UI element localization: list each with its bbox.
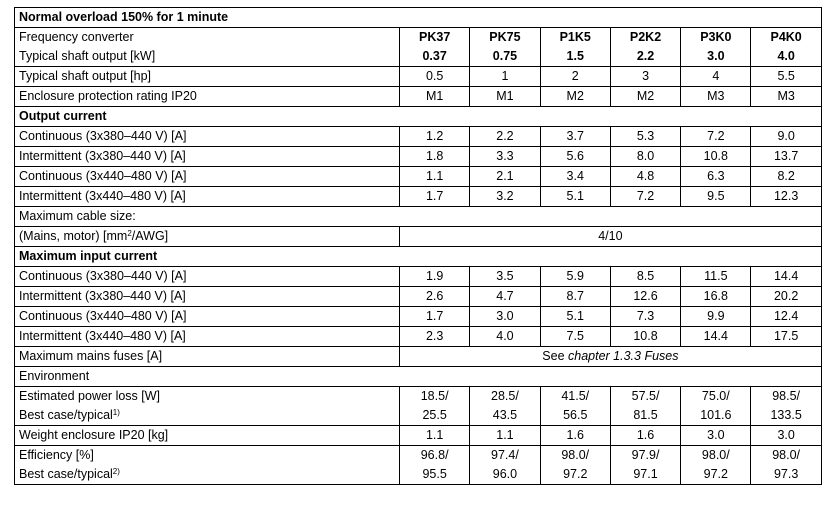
header-row-kw [15, 47, 822, 67]
table-cell: 97.3 [751, 465, 821, 485]
table-row [15, 406, 822, 426]
table-cell: 4 [681, 67, 751, 87]
table-cell: 10.8 [610, 327, 680, 347]
table-cell: 12.3 [751, 187, 821, 207]
table-cell: 5.3 [610, 127, 680, 147]
table-cell: 3.5 [470, 267, 540, 287]
model-cell: P4K0 [751, 28, 821, 48]
kw-cell: 2.2 [610, 47, 680, 67]
row-label: Intermittent (3x380–440 V) [A] [15, 147, 400, 167]
row-label: Continuous (3x440–480 V) [A] [15, 307, 400, 327]
table-row [15, 227, 822, 247]
table-cell: 56.5 [540, 406, 610, 426]
table-row [15, 67, 822, 87]
table-cell: 1.7 [400, 307, 470, 327]
table-cell: 96.8/ [400, 446, 470, 466]
table-row [15, 127, 822, 147]
table-cell: 14.4 [681, 327, 751, 347]
frequency-converter-label: Frequency converter [15, 28, 400, 48]
table-cell: 98.0/ [681, 446, 751, 466]
model-cell: P1K5 [540, 28, 610, 48]
kw-cell: 1.5 [540, 47, 610, 67]
table-cell: 12.4 [751, 307, 821, 327]
section-header-row [15, 247, 822, 267]
table-row [15, 426, 822, 446]
table-cell: 1.1 [470, 426, 540, 446]
table-cell: 3.0 [470, 307, 540, 327]
shaft-output-hp-label: Typical shaft output [hp] [15, 67, 400, 87]
weight-label: Weight enclosure IP20 [kg] [15, 426, 400, 446]
table-cell: 3.7 [540, 127, 610, 147]
table-cell: 43.5 [470, 406, 540, 426]
table-cell: 8.2 [751, 167, 821, 187]
table-cell: 98.5/ [751, 387, 821, 407]
table-row [15, 167, 822, 187]
fuses-chapter-reference: chapter 1.3.3 Fuses [568, 349, 679, 363]
table-cell: 4.7 [470, 287, 540, 307]
table-row [15, 327, 822, 347]
table-cell: M1 [400, 87, 470, 107]
table-cell: 97.2 [681, 465, 751, 485]
table-cell: 96.0 [470, 465, 540, 485]
table-cell: 2 [540, 67, 610, 87]
table-row [15, 307, 822, 327]
row-label: Intermittent (3x380–440 V) [A] [15, 287, 400, 307]
table-cell: 7.3 [610, 307, 680, 327]
table-cell: 75.0/ [681, 387, 751, 407]
table-cell: 1.7 [400, 187, 470, 207]
table-cell: 2.1 [470, 167, 540, 187]
table-cell: 8.0 [610, 147, 680, 167]
table-cell: 8.7 [540, 287, 610, 307]
shaft-output-kw-label: Typical shaft output [kW] [15, 47, 400, 67]
table-cell: 11.5 [681, 267, 751, 287]
table-cell: 3.2 [470, 187, 540, 207]
table-cell: 1.1 [400, 426, 470, 446]
table-cell: 1.6 [540, 426, 610, 446]
table-row [15, 446, 822, 466]
table-cell: 9.0 [751, 127, 821, 147]
table-cell: 5.5 [751, 67, 821, 87]
mains-fuses-value: See chapter 1.3.3 Fuses [400, 347, 822, 367]
table-cell: 3 [610, 67, 680, 87]
table-cell: 14.4 [751, 267, 821, 287]
model-cell: P2K2 [610, 28, 680, 48]
model-cell: PK37 [400, 28, 470, 48]
table-cell: 18.5/ [400, 387, 470, 407]
row-label: Continuous (3x440–480 V) [A] [15, 167, 400, 187]
table-row [15, 147, 822, 167]
table-cell: 9.9 [681, 307, 751, 327]
enclosure-rating-label: Enclosure protection rating IP20 [15, 87, 400, 107]
section-header-row [15, 207, 822, 227]
table-cell: 81.5 [610, 406, 680, 426]
table-cell: 12.6 [610, 287, 680, 307]
input-current-heading: Maximum input current [15, 247, 822, 267]
cable-size-value: 4/10 [400, 227, 822, 247]
table-cell: 16.8 [681, 287, 751, 307]
kw-cell: 0.37 [400, 47, 470, 67]
table-cell: 98.0/ [751, 446, 821, 466]
table-cell: 17.5 [751, 327, 821, 347]
table-cell: 1.6 [610, 426, 680, 446]
table-row [15, 187, 822, 207]
table-cell: 95.5 [400, 465, 470, 485]
table-row [15, 387, 822, 407]
kw-cell: 0.75 [470, 47, 540, 67]
kw-cell: 3.0 [681, 47, 751, 67]
table-cell: 25.5 [400, 406, 470, 426]
table-cell: 7.2 [610, 187, 680, 207]
row-label: Intermittent (3x440–480 V) [A] [15, 187, 400, 207]
table-cell: 97.1 [610, 465, 680, 485]
table-cell: 2.6 [400, 287, 470, 307]
table-cell: 97.9/ [610, 446, 680, 466]
table-cell: 7.5 [540, 327, 610, 347]
table-cell: M2 [610, 87, 680, 107]
table-cell: 5.1 [540, 187, 610, 207]
table-title-row [15, 8, 822, 28]
table-title: Normal overload 150% for 1 minute [15, 8, 822, 28]
table-cell: 98.0/ [540, 446, 610, 466]
table-cell: 97.2 [540, 465, 610, 485]
table-cell: 6.3 [681, 167, 751, 187]
spec-table-container [14, 7, 822, 485]
model-cell: PK75 [470, 28, 540, 48]
table-cell: 5.1 [540, 307, 610, 327]
table-cell: 41.5/ [540, 387, 610, 407]
table-cell: M3 [751, 87, 821, 107]
cable-size-label: (Mains, motor) $[mm^2/AWG]$ [15, 227, 400, 247]
row-label: Intermittent (3x440–480 V) [A] [15, 327, 400, 347]
table-cell: 4.0 [470, 327, 540, 347]
table-cell: 1.8 [400, 147, 470, 167]
efficiency-label: Efficiency [%] [15, 446, 400, 466]
table-cell: 3.4 [540, 167, 610, 187]
table-cell: 28.5/ [470, 387, 540, 407]
table-row [15, 347, 822, 367]
table-cell: 1.1 [400, 167, 470, 187]
kw-cell: 4.0 [751, 47, 821, 67]
section-header-row [15, 367, 822, 387]
table-cell: M1 [470, 87, 540, 107]
table-cell: 3.3 [470, 147, 540, 167]
table-cell: 9.5 [681, 187, 751, 207]
table-cell: 2.2 [470, 127, 540, 147]
table-cell: 1 [470, 67, 540, 87]
table-cell: 3.0 [681, 426, 751, 446]
table-row [15, 87, 822, 107]
section-header-row [15, 107, 822, 127]
table-cell: 5.9 [540, 267, 610, 287]
table-cell: 101.6 [681, 406, 751, 426]
table-cell: 5.6 [540, 147, 610, 167]
table-cell: 2.3 [400, 327, 470, 347]
table-cell: M3 [681, 87, 751, 107]
table-row [15, 465, 822, 485]
cable-size-heading: Maximum cable size: [15, 207, 822, 227]
power-loss-label: Estimated power loss [W] [15, 387, 400, 407]
model-cell: P3K0 [681, 28, 751, 48]
table-cell: 97.4/ [470, 446, 540, 466]
header-row-converter [15, 28, 822, 48]
mains-fuses-label: Maximum mains fuses [A] [15, 347, 400, 367]
row-label: Continuous (3x380–440 V) [A] [15, 127, 400, 147]
table-cell: 20.2 [751, 287, 821, 307]
table-row [15, 267, 822, 287]
table-cell: 1.2 [400, 127, 470, 147]
efficiency-sublabel: Best case/typical$^{2)}$ [15, 465, 400, 485]
table-cell: 1.9 [400, 267, 470, 287]
spec-table [14, 7, 822, 485]
environment-heading: Environment [15, 367, 822, 387]
table-cell: 7.2 [681, 127, 751, 147]
table-cell: M2 [540, 87, 610, 107]
output-current-heading: Output current [15, 107, 822, 127]
row-label: Continuous (3x380–440 V) [A] [15, 267, 400, 287]
table-row [15, 287, 822, 307]
table-cell: 0.5 [400, 67, 470, 87]
table-cell: 3.0 [751, 426, 821, 446]
table-cell: 13.7 [751, 147, 821, 167]
power-loss-sublabel: Best case/typical$^{1)}$ [15, 406, 400, 426]
table-cell: 8.5 [610, 267, 680, 287]
table-cell: 57.5/ [610, 387, 680, 407]
table-cell: 133.5 [751, 406, 821, 426]
table-cell: 4.8 [610, 167, 680, 187]
table-cell: 10.8 [681, 147, 751, 167]
